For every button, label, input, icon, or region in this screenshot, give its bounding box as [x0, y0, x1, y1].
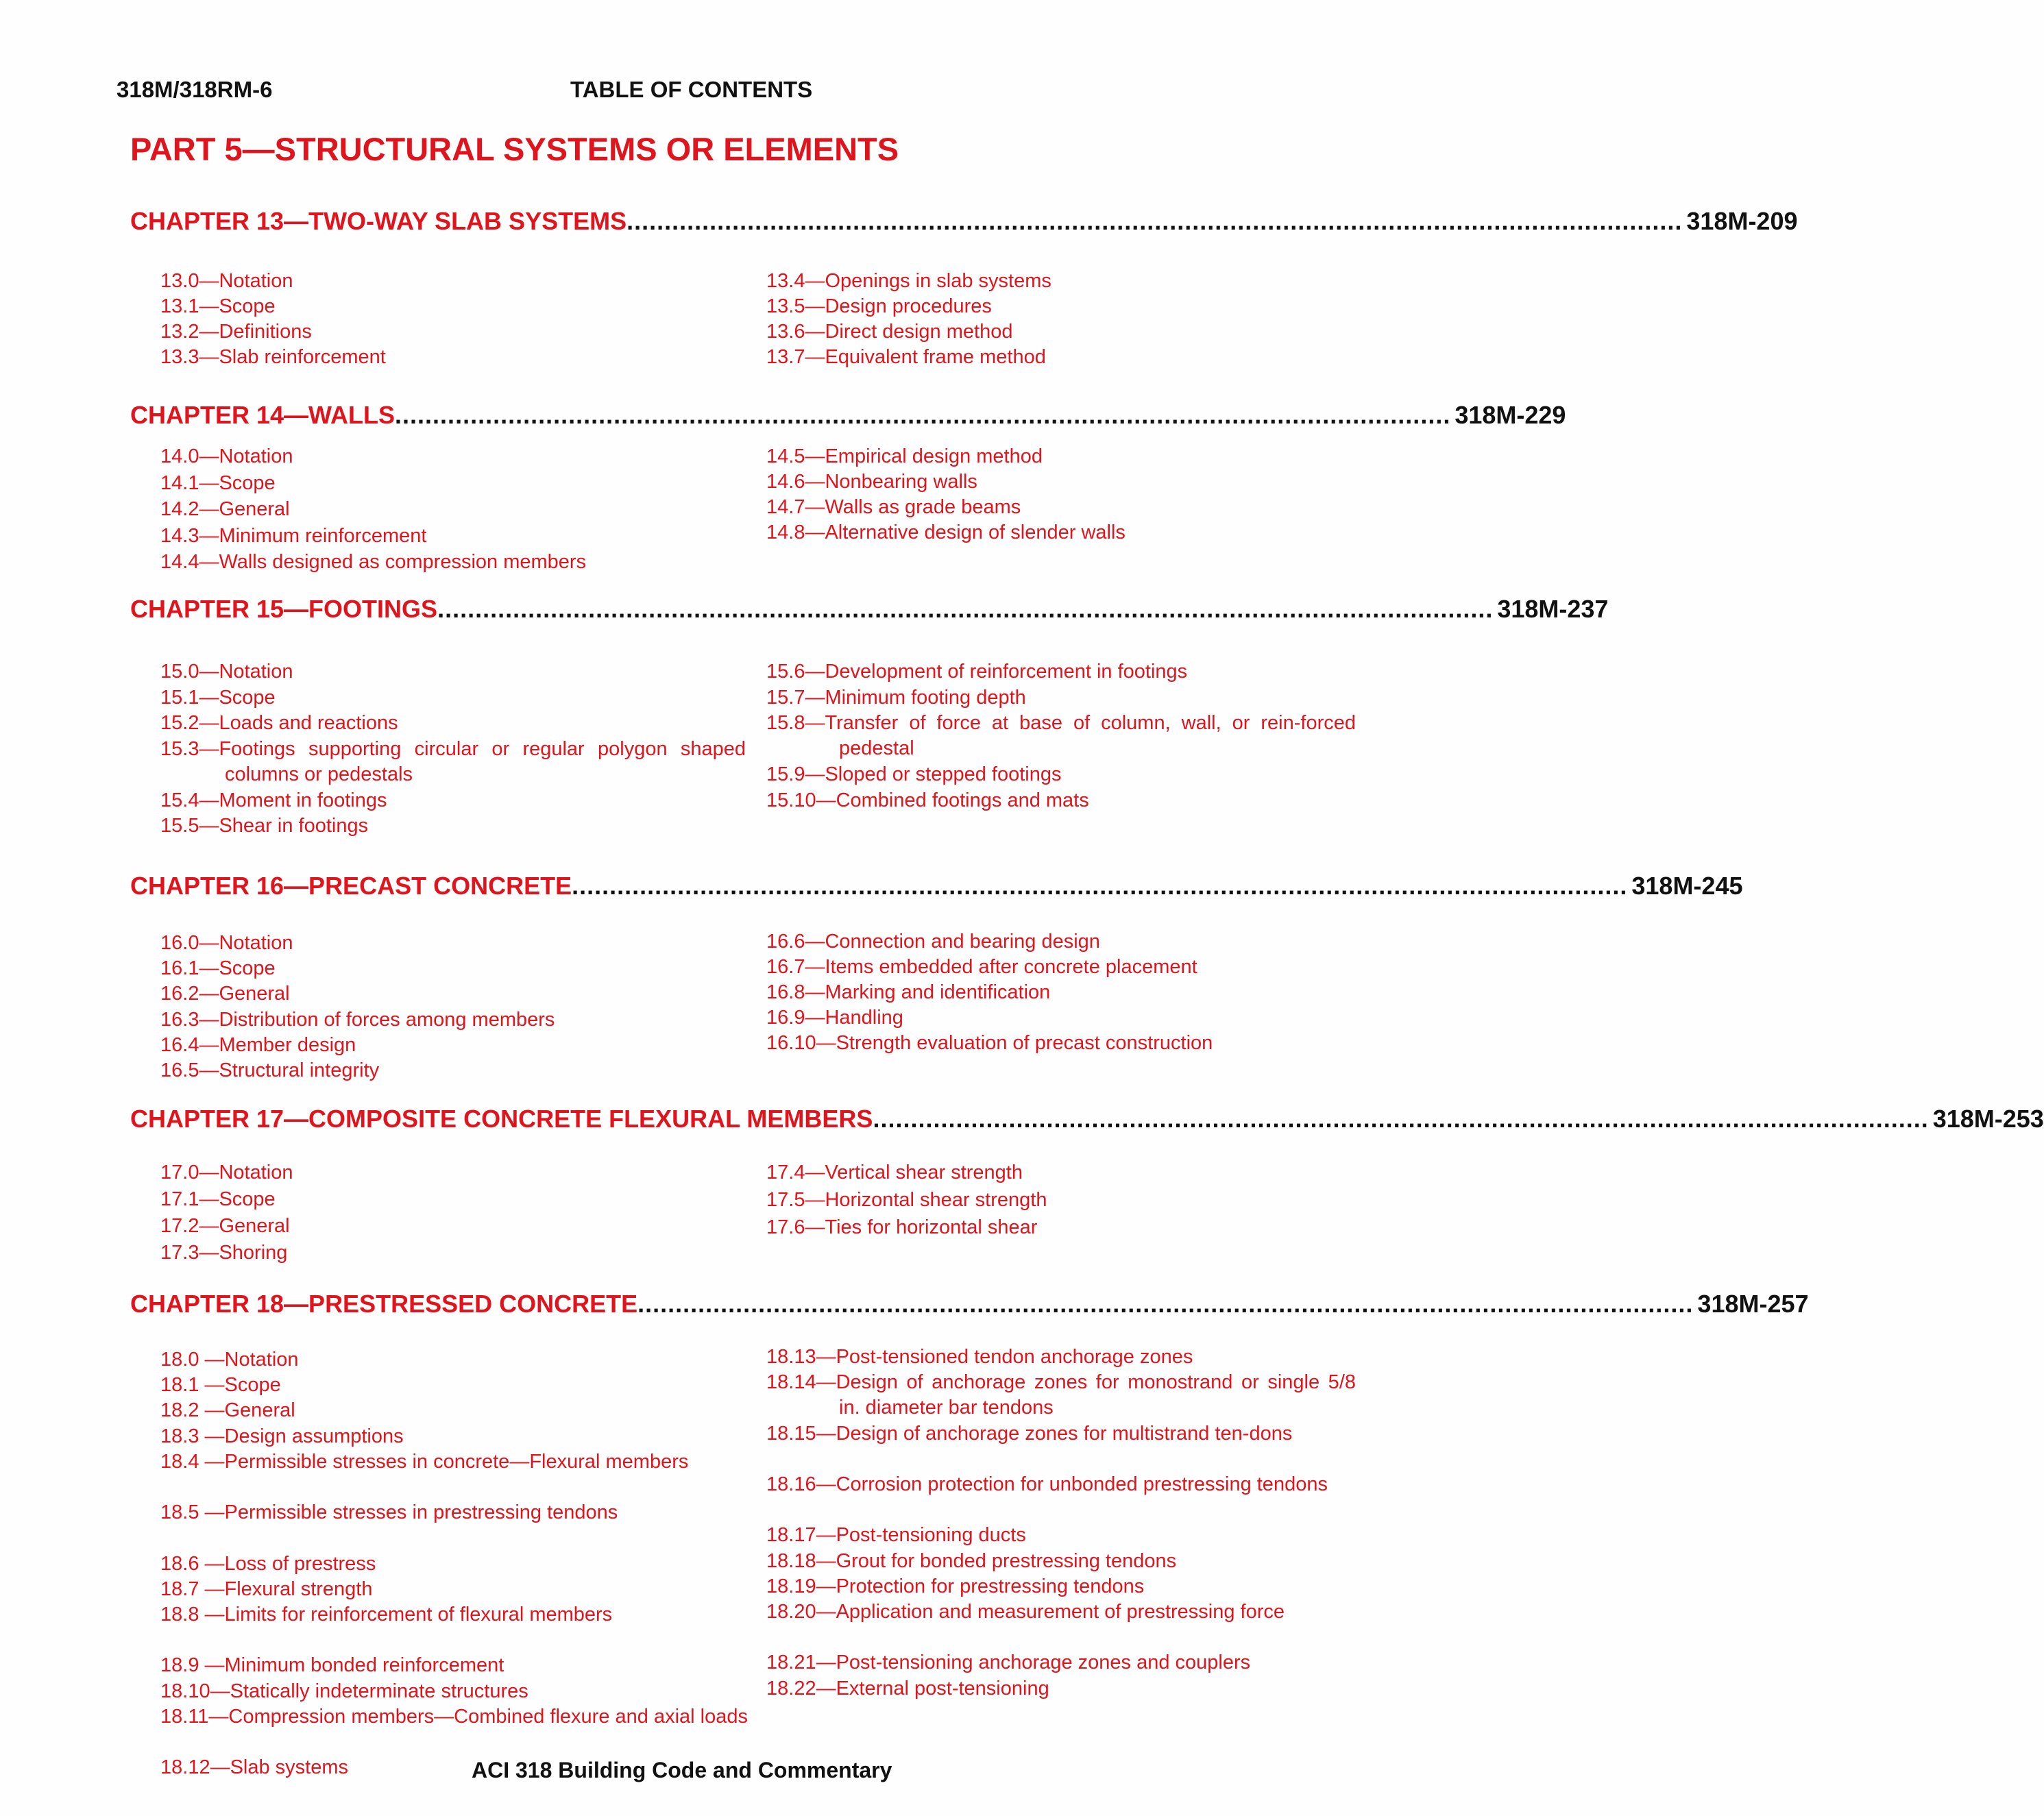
toc-entry[interactable]: 18.1 —Scope — [160, 1374, 281, 1397]
toc-entry[interactable]: 18.14—Design of anchorage zones for monostrand or single 5/8 in. diameter bar tendons — [766, 1371, 1356, 1419]
toc-entry[interactable]: 13.6—Direct design method — [766, 321, 1013, 343]
toc-entry[interactable]: 18.5 —Permissible stresses in prestressing tendons — [160, 1501, 618, 1524]
chapter-title: CHAPTER 18—PRESTRESSED CONCRETE — [130, 1290, 638, 1318]
toc-entry[interactable]: 18.18—Grout for bonded prestressing tendons — [766, 1549, 1177, 1572]
running-title: TABLE OF CONTENTS — [570, 77, 813, 102]
chapter-title: CHAPTER 13—TWO-WAY SLAB SYSTEMS — [130, 207, 627, 235]
toc-entry[interactable]: 18.16—Corrosion protection for unbonded prestressing tendons — [766, 1473, 1328, 1495]
toc-entry[interactable]: 14.5—Empirical design method — [766, 445, 1043, 467]
chapter-heading[interactable] — [130, 1105, 2044, 1138]
toc-entry[interactable]: 18.21—Post-tensioning anchorage zones and couplers — [766, 1652, 1251, 1674]
chapter-heading[interactable] — [130, 872, 1743, 905]
toc-entry[interactable]: 15.1—Scope — [160, 686, 276, 709]
toc-entry[interactable]: 14.1—Scope — [160, 471, 276, 494]
toc-entry[interactable]: 16.6—Connection and bearing design — [766, 931, 1100, 953]
toc-entry[interactable]: 18.7 —Flexural strength — [160, 1578, 373, 1600]
toc-entry[interactable]: 15.3—Footings supporting circular or regular polygon shaped columns or pedestals — [160, 737, 746, 785]
toc-entry[interactable]: 18.20—Application and measurement of prestressing force — [766, 1601, 1285, 1623]
toc-entry[interactable]: 16.7—Items embedded after concrete placement — [766, 956, 1197, 978]
toc-entry[interactable]: 18.0 —Notation — [160, 1349, 299, 1371]
dot-leader: ............................................................................................................................................ — [572, 872, 1628, 900]
toc-entry[interactable]: 16.3—Distribution of forces among members — [160, 1008, 555, 1031]
chapter-page-number: 318M-253 — [1932, 1105, 2044, 1133]
toc-entry[interactable]: 15.7—Minimum footing depth — [766, 686, 1026, 709]
page-footer: ACI 318 Building Code and Commentary — [472, 1758, 892, 1782]
toc-entry[interactable]: 18.3 —Design assumptions — [160, 1425, 404, 1447]
chapter-page-number: 318M-209 — [1686, 207, 1798, 235]
chapter-page-number: 318M-245 — [1631, 872, 1743, 900]
toc-entry[interactable]: 18.9 —Minimum bonded reinforcement — [160, 1654, 504, 1677]
toc-entry[interactable]: 18.2 —General — [160, 1399, 295, 1422]
chapter-page-number: 318M-237 — [1497, 595, 1609, 623]
toc-entry[interactable]: 13.5—Design procedures — [766, 295, 992, 317]
toc-entry[interactable]: 18.12—Slab systems — [160, 1756, 349, 1779]
chapter-heading[interactable] — [130, 401, 1566, 434]
toc-entry[interactable]: 17.5—Horizontal shear strength — [766, 1189, 1047, 1211]
toc-entry[interactable]: 17.1—Scope — [160, 1188, 276, 1210]
toc-entry[interactable]: 17.4—Vertical shear strength — [766, 1162, 1023, 1183]
toc-entry[interactable]: 13.7—Equivalent frame method — [766, 346, 1046, 368]
toc-entry[interactable]: 18.19—Protection for prestressing tendons — [766, 1575, 1145, 1597]
chapter-page-number: 318M-229 — [1455, 401, 1566, 429]
toc-entry[interactable]: 15.10—Combined footings and mats — [766, 789, 1089, 811]
toc-entry[interactable]: 15.4—Moment in footings — [160, 789, 387, 811]
chapter-title: CHAPTER 17—COMPOSITE CONCRETE FLEXURAL MEMBERS — [130, 1105, 873, 1133]
toc-entry[interactable]: 13.2—Definitions — [160, 321, 312, 343]
toc-entry[interactable]: 18.4 —Permissible stresses in concrete—Flexural members — [160, 1450, 689, 1473]
toc-entry[interactable]: 15.5—Shear in footings — [160, 815, 369, 837]
toc-entry[interactable]: 15.8—Transfer of force at base of column, wall, or rein-forced pedestal — [766, 712, 1356, 759]
dot-leader: ............................................................................................................................................ — [637, 1290, 1694, 1318]
toc-entry[interactable]: 14.6—Nonbearing walls — [766, 471, 977, 493]
toc-entry[interactable]: 15.0—Notation — [160, 661, 293, 683]
part-title: PART 5—STRUCTURAL SYSTEMS OR ELEMENTS — [130, 131, 899, 167]
toc-entry[interactable]: 17.0—Notation — [160, 1162, 293, 1183]
toc-entry[interactable]: 16.8—Marking and identification — [766, 981, 1051, 1003]
toc-entry[interactable]: 14.3—Minimum reinforcement — [160, 524, 427, 547]
toc-entry[interactable]: 18.13—Post-tensioned tendon anchorage zones — [766, 1346, 1193, 1368]
toc-entry[interactable]: 16.2—General — [160, 983, 290, 1005]
toc-entry[interactable]: 13.4—Openings in slab systems — [766, 270, 1051, 292]
toc-entry[interactable]: 18.8 —Limits for reinforcement of flexural members — [160, 1604, 613, 1625]
toc-entry[interactable]: 16.10—Strength evaluation of precast construction — [766, 1032, 1213, 1054]
toc-entry[interactable]: 18.6 —Loss of prestress — [160, 1552, 376, 1575]
toc-entry[interactable]: 13.0—Notation — [160, 270, 293, 292]
chapter-heading[interactable] — [130, 1290, 1809, 1323]
chapter-heading[interactable] — [130, 595, 1609, 628]
toc-entry[interactable]: 16.4—Member design — [160, 1033, 356, 1056]
dot-leader: ............................................................................................................................................ — [626, 207, 1683, 235]
page-number-header: 318M/318RM-6 — [117, 77, 273, 102]
dot-leader: ............................................................................................................................................ — [873, 1105, 1929, 1133]
toc-entry[interactable]: 17.6—Ties for horizontal shear — [766, 1216, 1038, 1238]
chapter-title: CHAPTER 15—FOOTINGS — [130, 595, 438, 623]
toc-entry[interactable]: 14.8—Alternative design of slender walls — [766, 522, 1126, 543]
toc-entry[interactable]: 14.2—General — [160, 498, 290, 520]
toc-entry[interactable]: 13.3—Slab reinforcement — [160, 346, 386, 368]
toc-entry[interactable]: 14.7—Walls as grade beams — [766, 496, 1021, 518]
chapter-heading[interactable] — [130, 207, 1798, 240]
dot-leader: ............................................................................................................................................ — [395, 401, 1451, 429]
toc-entry[interactable]: 18.22—External post-tensioning — [766, 1677, 1049, 1700]
toc-entry[interactable]: 15.9—Sloped or stepped footings — [766, 763, 1062, 785]
toc-entry[interactable]: 18.15—Design of anchorage zones for multistrand ten-dons — [766, 1422, 1293, 1445]
toc-entry[interactable]: 16.1—Scope — [160, 957, 276, 980]
toc-entry[interactable]: 17.2—General — [160, 1215, 290, 1237]
toc-entry[interactable]: 16.9—Handling — [766, 1007, 903, 1029]
toc-entry[interactable]: 15.2—Loads and reactions — [160, 712, 398, 734]
toc-entry[interactable]: 16.5—Structural integrity — [160, 1059, 380, 1081]
toc-entry[interactable]: 18.11—Compression members—Combined flexure and axial loads — [160, 1705, 748, 1728]
toc-entry[interactable]: 13.1—Scope — [160, 295, 276, 317]
toc-entry[interactable]: 18.10—Statically indeterminate structures — [160, 1680, 528, 1702]
toc-entry[interactable]: 16.0—Notation — [160, 932, 293, 954]
toc-entry[interactable]: 17.3—Shoring — [160, 1242, 288, 1264]
chapter-title: CHAPTER 16—PRECAST CONCRETE — [130, 872, 572, 900]
toc-entry[interactable]: 15.6—Development of reinforcement in footings — [766, 661, 1188, 683]
chapter-page-number: 318M-257 — [1697, 1290, 1809, 1318]
chapter-title: CHAPTER 14—WALLS — [130, 401, 396, 429]
toc-entry[interactable]: 18.17—Post-tensioning ducts — [766, 1524, 1026, 1547]
dot-leader: ............................................................................................................................................ — [437, 595, 1494, 623]
toc-entry[interactable]: 14.0—Notation — [160, 445, 293, 467]
toc-entry[interactable]: 14.4—Walls designed as compression members — [160, 551, 587, 573]
